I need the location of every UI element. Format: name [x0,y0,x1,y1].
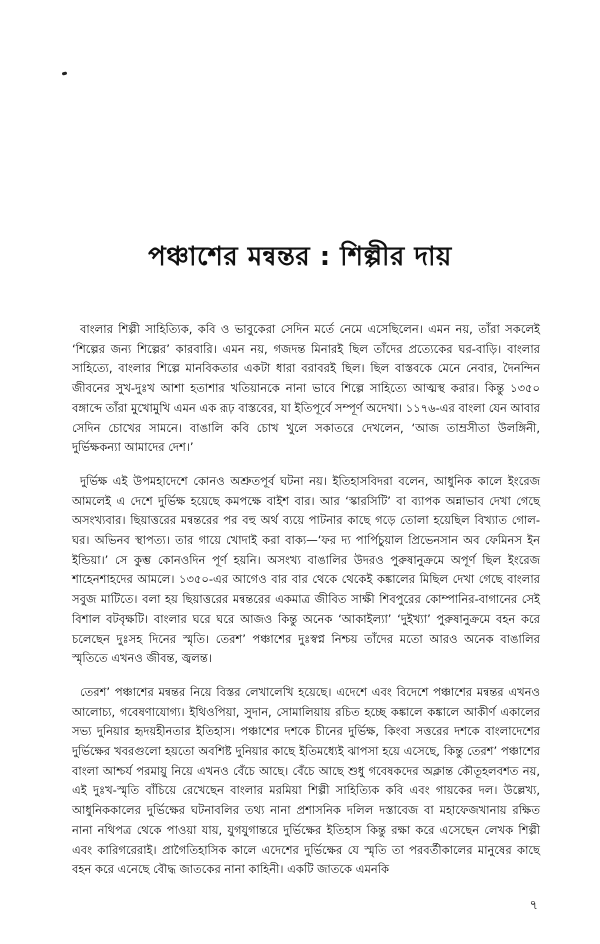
chapter-title: পঞ্চাশের মন্বন্তর : শিল্পীর দায় [148,242,452,273]
paragraph-3: তেরশ’ পঞ্চাশের মন্বন্তর নিয়ে বিস্তর লেখালেখি হয়েছে। এদেশে এবং বিদেশে পঞ্চাশের মন্বন্তর এখনও আলোচ্য, গবেষণাযোগ্য। ইথিওপিয়া, সুদান, সোমালিয়ায় রচিত হচ্ছে কঙ্কালে কঙ্কালে আকীর্ণ একালের সভ্য দুনিয়ার হৃদয়হীনতার ইতিহাস। পঞ্চাশের দশকে চীনের দুর্ভিক্ষ, কিংবা সত্তরের দশকে বাংলাদেশের দুর্ভিক্ষের খবরগুলো হয়তো অবশিষ্ট দুনিয়ার কাছে ইতিমধ্যেই ঝাপসা হয়ে এসেছে, কিন্তু তেরশ’ পঞ্চাশের বাংলা আশ্চর্য পরমায়ু নিয়ে এখনও বেঁচে আছে। বেঁচে আছে শুধু গবেষকদের অক্লান্ত কৌতূহলবশত নয়, এই দুঃখ-স্মৃতি বাঁচিয়ে রেখেছেন বাংলার মরমিয়া শিল্পী সাহিত্যিক কবি এবং গায়কের দল। উল্লেখ্য, আধুনিককালের দুর্ভিক্ষের ঘটনাবলির তথ্য নানা প্রশাসনিক দলিল দস্তাবেজ বা মহাফেজখানায় রক্ষিত নানা নথিপত্র থেকে পাওয়া যায়, যুগযুগান্তরে দুর্ভিক্ষের ইতিহাস কিন্তু রক্ষা করে এসেছেন লেখক শিল্পী এবং কারিগরেরাই। প্রাগৈতিহাসিক কালে এদেশের দুর্ভিক্ষের যে স্মৃতি তা পরবর্তীকালের মানুষের কাছে বহন করে এনেছে বৌদ্ধ জাতকের নানা কাহিনী। একটি জাতকে এমনকি [72,684,540,877]
chapter-body [72,320,540,894]
page-number: ৭ [529,898,538,913]
ink-speck [62,71,68,75]
paragraph-2: দুর্ভিক্ষ এই উপমহাদেশে কোনও অশ্রুতপূর্ব ঘটনা নয়। ইতিহাসবিদরা বলেন, আধুনিক কালে ইংরেজ আমলেই এ দেশে দুর্ভিক্ষ হয়েছে কমপক্ষে বাইশ বার। আর ‘স্কারসিটি’ বা ব্যাপক অন্নাভাব দেখা গেছে অসংখ্যবার। ছিয়াত্তরের মন্বন্তরের পর বহু অর্থ ব্যয়ে পাটনার কাছে গড়ে তোলা হয়েছিল বিখ্যাত গোল-ঘর। অভিনব স্থাপত্য। তার গায়ে খোদাই করা বাক্য—‘ফর দ্য পার্পিচুয়াল প্রিভেনসান অব ফেমিনস ইন ইন্ডিয়া।’ সে কুম্ভ কোনওদিন পূর্ণ হয়নি। অসংখ্য বাঙালির উদরও পুরুষানুক্রমে অপূর্ণ ছিল ইংরেজ শাহেনশাহদের আমলে। ১৩৫০-এর আগেও বার বার থেকে থেকেই কঙ্কালের মিছিল দেখা গেছে বাংলার সবুজ মাটিতে। বলা হয় ছিয়াত্তরের মন্বন্তরের একমাত্র জীবিত সাক্ষী শিবপুরের কোম্পানির-বাগানের সেই বিশাল বটবৃক্ষটি। বাংলার ঘরে ঘরে আজও কিন্তু অনেক ‘আকাইল্যা’ ‘দুইখ্যা’ পুরুষানুক্রমে বহন করে চলেছেন দুঃসহ দিনের স্মৃতি। তেরশ’ পঞ্চাশের দুঃস্বপ্ন নিশ্চয় তাঁদের মতো আরও অনেক বাঙালির স্মৃতিতে এখনও জীবন্ত, জ্বলন্ত। [72,473,540,666]
paragraph-1: বাংলার শিল্পী সাহিত্যিক, কবি ও ভাবুকেরা সেদিন মর্তে নেমে এসেছিলেন। এমন নয়, তাঁরা সকলেই ‘শিল্পের জন্য শিল্পের’ কারবারি। এমন নয়, গজদন্ত মিনারই ছিল তাঁদের প্রত্যেকের ঘর-বাড়ি। বাংলার সাহিত্যে, বাংলার শিল্পে মানবিকতার একটা ধারা বরাবরই ছিল। ছিল বাস্তবকে মেনে নেবার, দৈনন্দিন জীবনের সুখ-দুঃখ আশা হতাশার খতিয়ানকে নানা ভাবে শিল্পে সাহিত্যে আত্মস্থ করার। কিন্তু ১৩৫০ বঙ্গাব্দে তাঁরা মুখোমুখি এমন এক রূঢ় বাস্তবের, যা ইতিপূর্বে সম্পূর্ণ অদেখা। ১১৭৬-এর বাংলা যেন আবার সেদিন চোখের সামনে। বাঙালি কবি চোখ খুলে সকাতরে দেখলেন, ‘আজ তাম্রসীতা উলঙ্গিনী, দুর্ভিক্ষকন্যা আমাদের দেশ।’ [72,322,540,455]
